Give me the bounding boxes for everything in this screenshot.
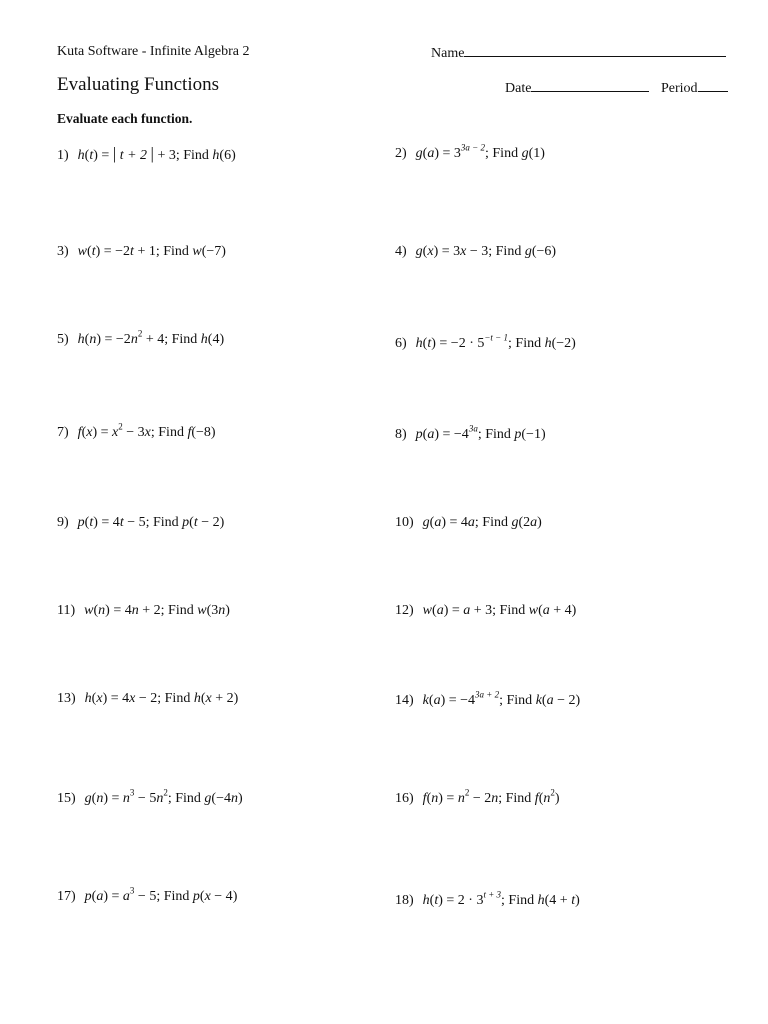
problem-number: 12) — [395, 603, 414, 618]
publisher-label: Kuta Software - Infinite Algebra 2 — [57, 44, 250, 59]
problem-number: 16) — [395, 791, 414, 806]
problem-17: 17) $p(a) = a^3 - 5$; Find p(x − 4) — [57, 885, 238, 904]
period-field[interactable] — [661, 79, 728, 97]
instructions: Evaluate each function. — [57, 111, 193, 126]
period-label: Period — [661, 81, 698, 96]
problem-number: 6) — [395, 336, 407, 351]
page-title: Evaluating Functions — [57, 74, 220, 95]
name-field[interactable] — [431, 44, 726, 62]
problem-number: 14) — [395, 693, 414, 708]
problem-number: 1) — [57, 148, 69, 163]
problem-15: 15) $g(n) = n^3 - 5n^2$; Find g(−4n) — [57, 787, 243, 806]
problem-1: 1) h(t) = | t + 2 | + 3; Find h(6) — [57, 144, 236, 163]
problem-2: 2) $g(a) = 3^{3a - 2}$; Find g(1) — [395, 142, 545, 161]
problem-18: 18) $h(t) = 2 \cdot 3^{t + 3}$; Find h(4 + t) — [395, 889, 580, 908]
problem-number: 3) — [57, 244, 69, 259]
problem-number: 4) — [395, 244, 407, 259]
period-blank[interactable] — [698, 79, 728, 92]
problem-16: 16) $f(n) = n^2 - 2n$; Find $f(n^2)$ — [395, 787, 560, 806]
problem-number: 13) — [57, 691, 76, 706]
name-blank[interactable] — [464, 44, 726, 57]
problem-6: 6) $h(t) = -2 \cdot 5^{-t - 1}$; Find h(−2) — [395, 332, 576, 351]
name-label: Name — [431, 46, 465, 61]
problem-number: 11) — [57, 603, 76, 618]
problem-number: 10) — [395, 515, 414, 530]
date-field[interactable] — [505, 79, 649, 97]
problem-number: 9) — [57, 515, 69, 530]
date-blank[interactable] — [531, 79, 649, 92]
problem-4: 4) g(x) = 3x − 3; Find g(−6) — [395, 244, 557, 259]
date-label: Date — [505, 81, 532, 96]
problem-number: 15) — [57, 791, 76, 806]
problem-5: 5) $h(n) = -2n^2 + 4$; Find h(4) — [57, 328, 225, 347]
problem-14: 14) $k(a) = -4^{3a + 2}$; Find k(a − 2) — [395, 689, 581, 708]
problem-number: 17) — [57, 889, 76, 904]
problem-7: 7) $f(x) = x^2 - 3x$; Find f(−8) — [57, 421, 216, 440]
problem-8: 8) $p(a) = -4^{3a}$; Find p(−1) — [395, 423, 546, 442]
problem-3: 3) w(t) = −2t + 1; Find w(−7) — [57, 244, 226, 259]
problem-9: 9) p(t) = 4t − 5; Find p(t − 2) — [57, 515, 225, 530]
problem-11: 11) w(n) = 4n + 2; Find w(3n) — [57, 603, 230, 618]
problem-13: 13) h(x) = 4x − 2; Find h(x + 2) — [57, 691, 239, 706]
problem-number: 18) — [395, 893, 414, 908]
problem-number: 2) — [395, 146, 407, 161]
problem-number: 7) — [57, 425, 69, 440]
problem-12: 12) w(a) = a + 3; Find w(a + 4) — [395, 603, 577, 618]
problem-number: 5) — [57, 332, 69, 347]
problem-10: 10) g(a) = 4a; Find g(2a) — [395, 515, 542, 530]
problem-number: 8) — [395, 427, 407, 442]
